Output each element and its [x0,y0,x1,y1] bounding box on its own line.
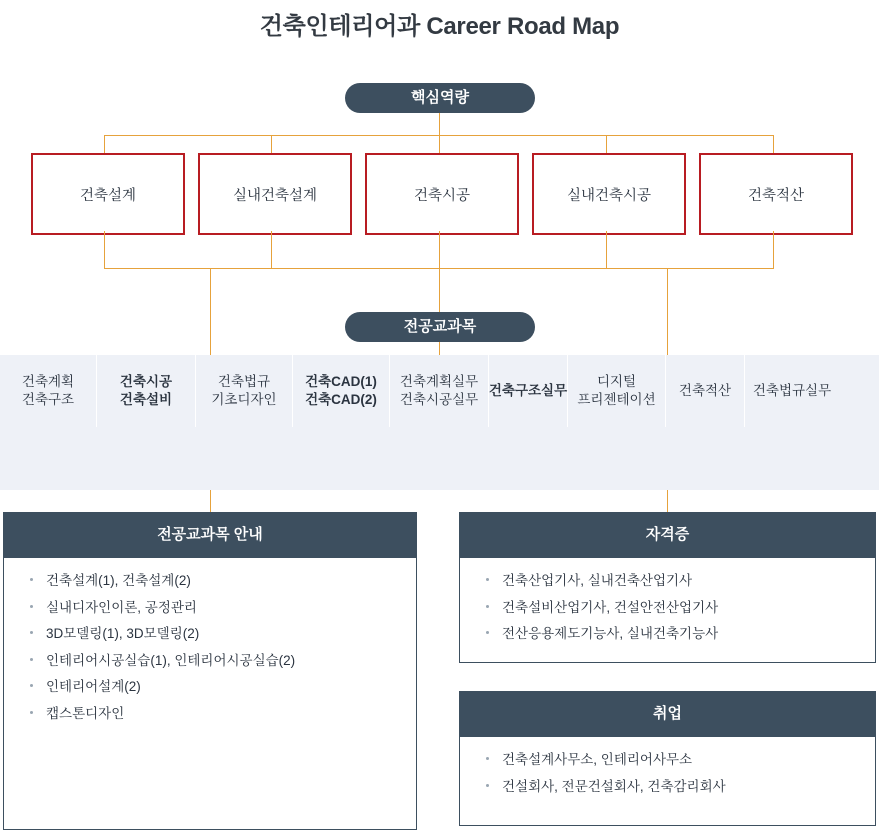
subject-cell [745,355,839,427]
connector-box-1-down [104,231,105,268]
list-item: 3D모델링(1), 3D모델링(2) [28,627,398,654]
core-competency-pill: 핵심역량 [345,83,535,113]
connector-box-2-down [271,231,272,268]
panel-major-guide [3,512,417,830]
competency-box-1 [31,153,185,235]
list-item: 건축설비산업기사, 건설안전산업기사 [484,601,857,628]
competency-label: 실내건축설계 [232,187,318,204]
major-subjects-pill: 전공교과목 [345,312,535,342]
list-item: 인테리어시공실습(1), 인테리어시공실습(2) [28,654,398,681]
competency-label: 건축설계 [79,187,137,204]
connector-core-to-box-1 [104,135,105,154]
competency-label: 실내건축시공 [566,187,652,204]
competency-box-5 [699,153,853,235]
competency-label: 건축시공 [413,187,471,204]
connector-major-pill-down [439,342,440,356]
subject-line: 디지털 [596,373,637,389]
list-item: 건축산업기사, 실내건축산업기사 [484,574,857,601]
panel-employment-title: 취업 [459,691,876,737]
connector-box-5-down [773,231,774,268]
connector-core-to-box-2 [271,135,272,154]
list-item: 인테리어설계(2) [28,680,398,707]
list-item: 전산응용제도기능사, 실내건축기능사 [484,627,857,641]
subject-line: 건축시공 [119,373,173,389]
subject-cell [568,355,666,427]
panel-certificate-title: 자격증 [459,512,876,558]
subject-line: 건축시공실무 [399,392,479,407]
subject-line: 건축구조 [21,392,75,407]
subject-cell [196,355,293,427]
subject-cell [293,355,390,427]
panel-employment [459,691,876,826]
subject-cell [666,355,745,427]
panel-major-guide-body [3,558,417,830]
connector-core-down [439,113,440,135]
subject-strip [0,355,879,427]
subject-cell [97,355,196,427]
subject-cell [390,355,489,427]
connector-box-3-down [439,231,440,268]
subject-line: 건축CAD(1) [305,373,377,389]
connector-right-panel-jog [606,268,668,269]
competency-box-4 [532,153,686,235]
connector-core-to-box-4 [606,135,607,154]
list-item: 실내디자인이론, 공정관리 [28,601,398,628]
connector-left-panel-jog [210,268,272,269]
panel-major-guide-title: 전공교과목 안내 [3,512,417,558]
connector-core-to-box-5 [773,135,774,154]
subject-line: 건축구조실무 [488,382,568,398]
panel-employment-body [459,737,876,826]
connector-core-to-box-3 [439,135,440,154]
subject-line: 건축적산 [678,382,732,398]
list-item: 건축설계(1), 건축설계(2) [28,574,398,601]
subject-line: 건축법규 [217,373,271,389]
panel-certificate [459,512,876,663]
panel-certificate-body [459,558,876,663]
subject-cell [0,355,97,427]
subject-line: 건축설비 [119,392,173,407]
subject-line: 건축법규실무 [752,382,832,398]
subject-line: 기초디자인 [211,392,277,407]
competency-box-2 [198,153,352,235]
competency-box-3 [365,153,519,235]
list-item: 건축설계사무소, 인테리어사무소 [484,753,857,780]
connector-box-4-down [606,231,607,268]
page-title: 건축인테리어과 Career Road Map [259,13,620,40]
subject-line: 건축계획실무 [399,373,479,389]
subject-cell [489,355,568,427]
subject-line: 건축CAD(2) [305,392,377,407]
subject-line: 프리젠테이션 [577,392,656,407]
list-item: 캡스톤디자인 [28,707,398,721]
subject-line: 건축계획 [21,373,75,389]
list-item: 건설회사, 전문건설회사, 건축감리회사 [484,780,857,794]
connector-bus-to-major-pill [439,268,440,312]
competency-label: 건축적산 [747,187,805,204]
